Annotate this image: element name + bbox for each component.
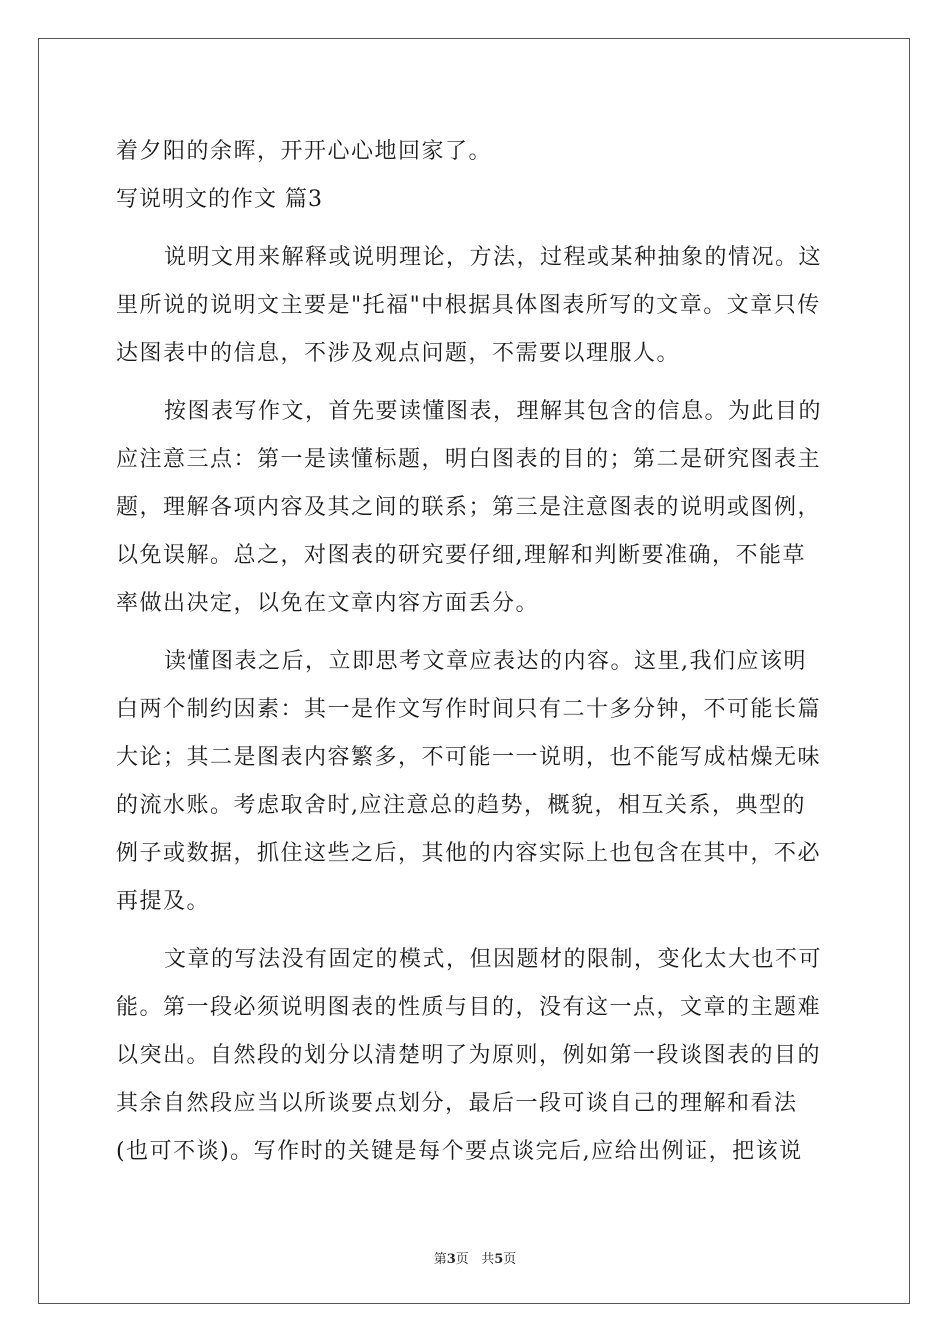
text-line: 的流水账。考虑取舍时,应注意总的趋势，概貌，相互关系，典型的 [116, 793, 806, 818]
text-line: 例子或数据，抓住这些之后，其他的内容实际上也包含在其中，不必 [116, 841, 822, 866]
page-number: 3 [446, 1252, 456, 1267]
text-line: 以突出。自然段的划分以清楚明了为原则，例如第一段谈图表的目的 [116, 1043, 822, 1068]
text-line: 应注意三点：第一是读懂标题，明白图表的目的；第二是研究图表主 [116, 447, 822, 472]
text-line: 说明文用来解释或说明理论，方法，过程或某种抽象的情况。这 [164, 245, 823, 270]
text-line: 以免误解。总之，对图表的研究要仔细,理解和判断要准确，不能草 [116, 543, 806, 568]
text-line: (也可不谈)。写作时的关键是每个要点谈完后,应给出例证，把该说 [116, 1139, 803, 1164]
text-line: 率做出决定，以免在文章内容方面丢分。 [116, 591, 540, 616]
page-footer [0, 1248, 950, 1267]
text-line: 白两个制约因素：其一是作文写作时间只有二十多分钟，不可能长篇 [116, 697, 822, 722]
document-body [116, 128, 836, 1176]
page-number-suffix: 页 [455, 1252, 469, 1267]
page-total-prefix: 共 [481, 1252, 495, 1267]
page-total-suffix: 页 [503, 1252, 517, 1267]
text-line: 大论；其二是图表内容繁多，不可能一一说明，也不能写成枯燥无味 [116, 745, 822, 770]
text-line: 达图表中的信息，不涉及观点问题，不需要以理服人。 [116, 341, 681, 366]
text-line: 其余自然段应当以所谈要点划分，最后一段可谈自己的理解和看法 [116, 1091, 798, 1116]
section-heading: 写说明文的作文 篇3 [116, 187, 323, 212]
text-line: 题，理解各项内容及其之间的联系；第三是注意图表的说明或图例， [116, 495, 822, 520]
text-line: 再提及。 [116, 889, 211, 914]
text-line: 着夕阳的余晖，开开心心地回家了。 [116, 139, 493, 164]
text-line: 文章的写法没有固定的模式，但因题材的限制，变化太大也不可 [164, 947, 823, 972]
text-line: 读懂图表之后，立即思考文章应表达的内容。这里,我们应该明 [164, 649, 807, 674]
page-total: 5 [494, 1252, 504, 1267]
text-line: 能。第一段必须说明图表的性质与目的，没有这一点，文章的主题难 [116, 995, 822, 1020]
text-line: 里所说的说明文主要是"托福"中根据具体图表所写的文章。文章只传 [116, 293, 821, 318]
page-number-prefix: 第 [433, 1252, 447, 1267]
text-line: 按图表写作文，首先要读懂图表，理解其包含的信息。为此目的 [164, 399, 823, 424]
